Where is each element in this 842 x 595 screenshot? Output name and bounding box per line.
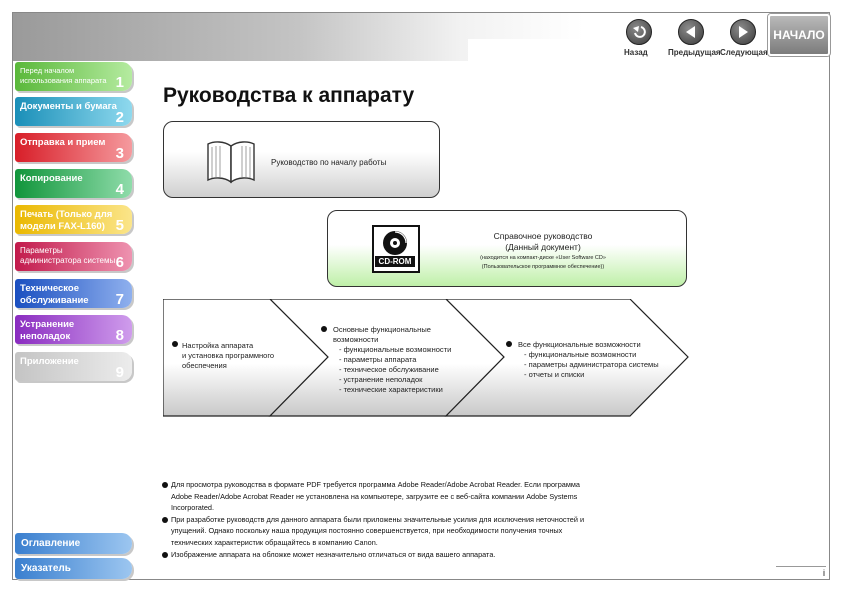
sidebar-item-before-use[interactable] <box>15 62 132 91</box>
note-text: Для просмотра руководства в формате PDF требуется программа Adobe Reader/Adobe Acrobat Reader. Если программа Adobe Reader/Adobe Acrobat Reader не установлена на компьютере, загрузите ее с веб-сайта компании Adobe Systems Incorporated. <box>171 480 580 513</box>
sidebar-item-appendix[interactable] <box>15 352 132 381</box>
toc-label: Оглавление <box>21 538 81 549</box>
sidebar-item-number: 3 <box>115 145 124 162</box>
flow-step-2-line: - функциональные возможности <box>339 345 452 354</box>
guide-reference-note: (находится на компакт-диске «User Software CD» <box>480 255 606 261</box>
bullet-icon <box>321 326 327 332</box>
sidebar-item-label: Документы и бумага <box>20 101 117 112</box>
sidebar-item-label: Отправка и прием <box>20 137 106 148</box>
sidebar-item-copying[interactable] <box>15 169 132 198</box>
flow-step-2 <box>321 325 451 395</box>
sidebar-item-number: 6 <box>115 254 124 271</box>
flow-step-2-line: - технические характеристики <box>339 385 443 394</box>
bullet-icon <box>162 482 168 488</box>
cd-rom-label: CD-ROM <box>375 256 415 267</box>
sidebar-toc-button[interactable] <box>15 533 132 554</box>
sidebar-item-label: Приложение <box>20 356 79 367</box>
flow-step-1-line: Настройка аппарата <box>182 341 254 350</box>
flow-step-3-line: - отчеты и списки <box>524 370 585 379</box>
bullet-icon <box>162 517 168 523</box>
flow-step-2-line: возможности <box>333 335 379 344</box>
sidebar-item-number: 7 <box>115 291 124 308</box>
footer-divider <box>776 566 826 567</box>
sidebar-item-number: 9 <box>115 364 124 381</box>
note-item <box>162 479 602 514</box>
triangle-right-icon <box>735 24 751 40</box>
sidebar-item-number: 4 <box>115 181 124 198</box>
sidebar-item-label: Параметры администратора системы <box>20 246 116 265</box>
guide-reference-box[interactable] <box>327 210 687 287</box>
sidebar-item-admin-settings[interactable] <box>15 242 132 271</box>
bullet-icon <box>172 341 178 347</box>
guide-starter-label: Руководство по началу работы <box>271 158 387 167</box>
sidebar-item-number: 1 <box>115 74 124 91</box>
flow-step-3-line: Все функциональные возможности <box>518 340 641 349</box>
page-number: i <box>823 568 825 578</box>
sidebar-item-label: Перед началом использования аппарата <box>20 66 107 85</box>
next-button[interactable] <box>730 19 756 45</box>
cd-rom-icon <box>372 225 420 273</box>
home-button[interactable] <box>768 14 830 56</box>
guide-reference-title: Справочное руководство <box>493 231 593 241</box>
guide-reference-note-2: (Пользовательское программное обеспечение)) <box>481 264 605 270</box>
guide-starter-box[interactable] <box>163 121 440 198</box>
flow-step-2-line: - устранение неполадок <box>339 375 423 384</box>
flow-step-3-line: - параметры администратора системы <box>524 360 659 369</box>
note-text: При разработке руководств для данного аппарата были приложены значительные усилия для исключения неточностей и упущений. Однако поскольку наша продукция постоянно совершенствуется, при необходимости получения точных технических характеристик обращайтесь в компанию Canon. <box>171 514 585 547</box>
sidebar-item-label: Копирование <box>20 173 83 184</box>
sidebar-item-printing[interactable] <box>15 205 132 234</box>
sidebar-item-number: 2 <box>115 109 124 126</box>
triangle-left-icon <box>683 24 699 40</box>
back-arrow-icon <box>631 24 647 40</box>
flow-step-2-line: - техническое обслуживание <box>339 365 439 374</box>
page-title: Руководства к аппарату <box>163 84 415 107</box>
sidebar-index-button[interactable] <box>15 558 132 579</box>
bullet-icon <box>506 341 512 347</box>
sidebar-item-label: Печать (Только для модели FAX-L160) <box>20 209 113 232</box>
home-label: НАЧАЛО <box>773 28 825 42</box>
sidebar-item-number: 8 <box>115 327 124 344</box>
flow-step-3 <box>506 340 659 380</box>
next-label: Следующая <box>720 48 768 57</box>
previous-label: Предыдущая <box>668 48 721 57</box>
flow-step-1 <box>172 341 274 371</box>
open-book-icon <box>204 138 258 184</box>
sidebar-item-troubleshooting[interactable] <box>15 315 132 344</box>
guide-reference-subtitle: (Данный документ) <box>505 242 581 252</box>
sidebar-item-documents-paper[interactable] <box>15 97 132 126</box>
previous-button[interactable] <box>678 19 704 45</box>
flow-step-3-line: - функциональные возможности <box>524 350 637 359</box>
back-label: Назад <box>624 48 648 57</box>
bullet-icon <box>162 552 168 558</box>
flow-step-2-line: Основные функциональные <box>333 325 431 334</box>
sidebar-item-number: 5 <box>115 217 124 234</box>
note-item <box>162 549 602 561</box>
flow-step-2-line: - параметры аппарата <box>339 355 417 364</box>
back-button[interactable] <box>626 19 652 45</box>
index-label: Указатель <box>21 563 71 574</box>
sidebar-item-maintenance[interactable] <box>15 279 132 308</box>
sidebar-item-label: Техническое обслуживание <box>20 283 89 306</box>
sidebar-item-label: Устранение неполадок <box>20 319 75 342</box>
notes-section <box>162 479 602 560</box>
note-text: Изображение аппарата на обложке может незначительно отличаться от вида вашего аппарата. <box>171 549 496 559</box>
flow-step-1-line: и установка программного <box>182 351 275 360</box>
note-item <box>162 514 602 549</box>
flow-step-1-line: обеспечения <box>182 361 227 370</box>
sidebar-item-send-receive[interactable] <box>15 133 132 162</box>
